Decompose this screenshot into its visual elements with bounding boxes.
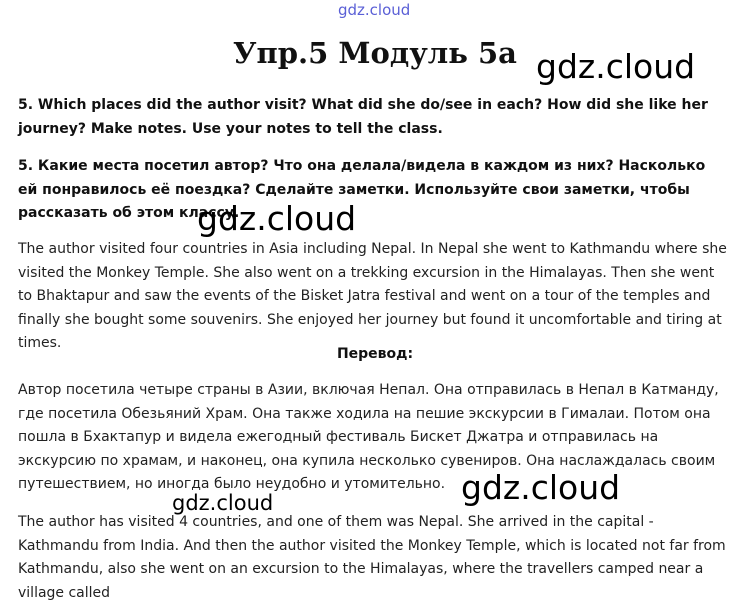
answer-english: The author visited four countries in Asia including Nepal. In Nepal she went to Kathmandu where she visited the Monkey Temple. She also went on a trekking excursion in the Himalayas. Then she went to Bhaktapur and saw the events of the Bisket Jatra festival and went on a tour of the temples and finally she bought some souvenirs. She enjoyed her journey but found it uncomfortable and tiring at times.: [18, 241, 727, 351]
answer-russian: Автор посетила четыре страны в Азии, включая Непал. Она отправилась в Непал в Катманду, где посетила Обезьяний Храм. Она также ходила на пешие экскурсии в Гималаи. Потом она пошла в Бхактапур и видела ежегодный фестиваль Бискет Джатра и отправилась на экскурсию по храмам, и наконец, она купила несколько сувениров. Она наслаждалась своим путешествием, но иногда было неудобно и утомительно.: [18, 382, 719, 492]
watermark: gdz.cloud: [536, 47, 696, 86]
watermark-top[interactable]: gdz.cloud: [338, 1, 411, 19]
watermark: gdz.cloud: [197, 199, 357, 238]
question-russian: 5. Какие места посетил автор? Что она делала/видела в каждом из них? Насколько ей понравилось её поездка? Сделайте заметки. Используйте свои заметки, чтобы рассказать об этом классу.: [18, 158, 706, 221]
page-title: Упр.5 Модуль 5а: [233, 36, 517, 70]
translation-heading: Перевод:: [336, 346, 414, 362]
watermark: gdz.cloud: [461, 468, 621, 507]
watermark: gdz.cloud: [172, 491, 274, 515]
question-english: 5. Which places did the author visit? What did she do/see in each? How did she like her journey? Make notes. Use your notes to tell the class.: [18, 97, 708, 137]
answer-english-extended: The author has visited 4 countries, and one of them was Nepal. She arrived in the capital - Kathmandu from India. And then the author visited the Monkey Temple, which is located not far from Kathmandu, also she went on an excursion to the Himalayas, where the travellers camped near a village called: [18, 514, 726, 601]
